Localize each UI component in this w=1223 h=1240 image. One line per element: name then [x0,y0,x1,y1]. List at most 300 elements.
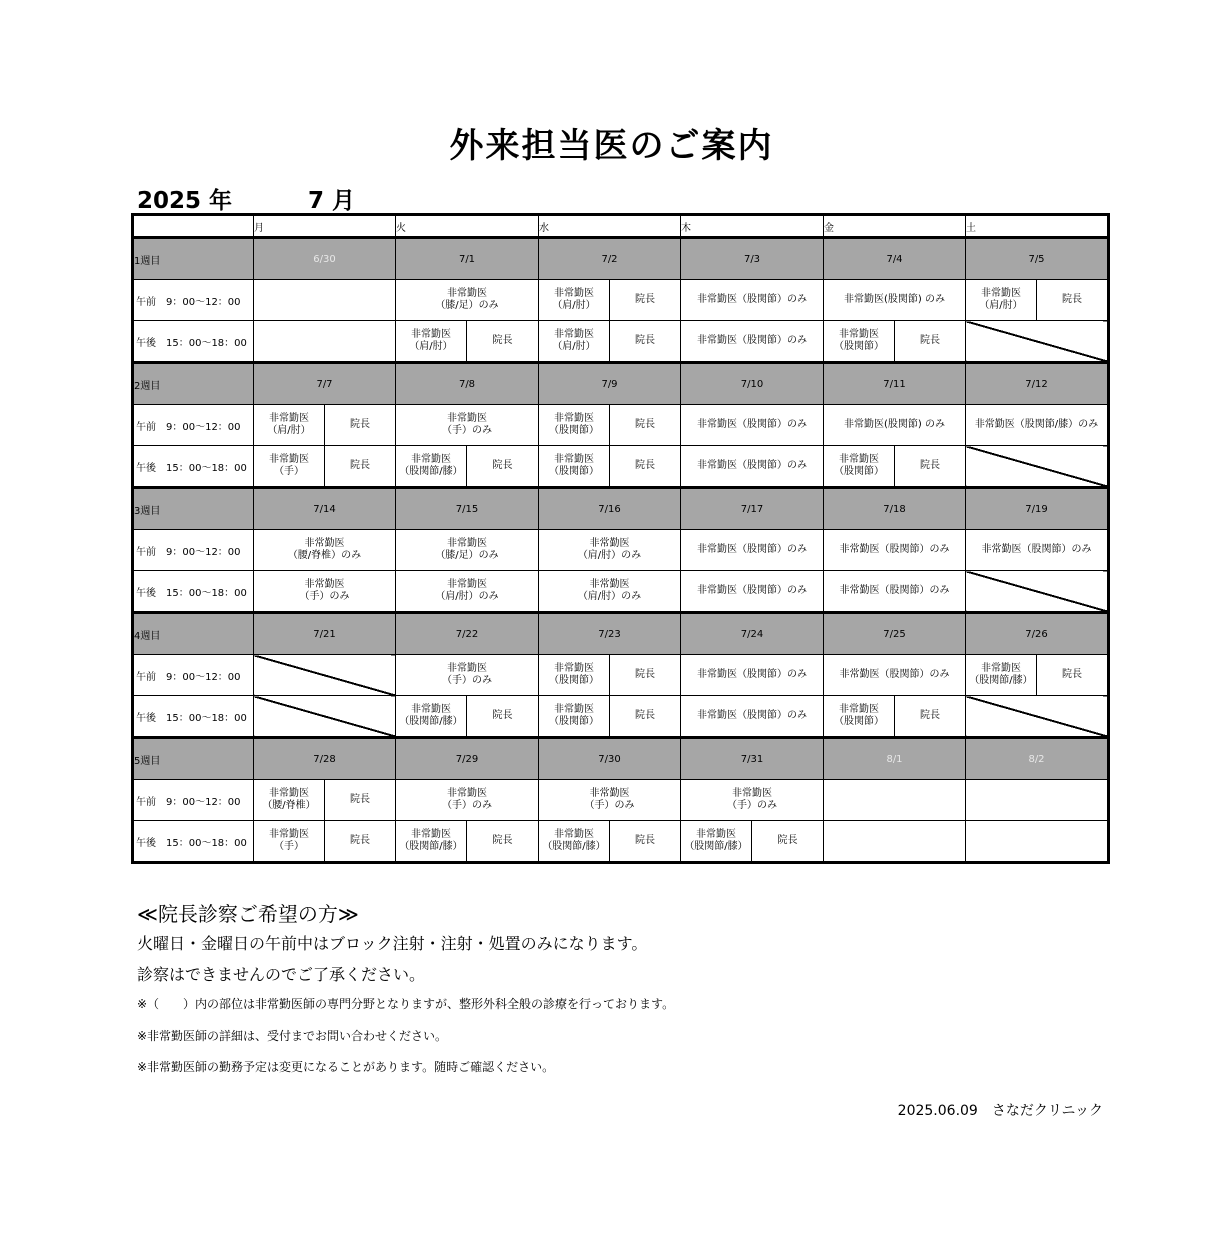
am-row [133,405,1109,446]
schedule-cell [681,321,824,363]
cell-line: （腰/脊椎） [262,800,316,811]
week-row [133,738,1109,780]
cell-line: 非常勤医 [554,829,594,840]
cell-line: 非常勤医（股関節）のみ [697,585,807,596]
cell-line: 非常勤医 [411,829,451,840]
closed-cell [966,571,1109,613]
schedule-cell [681,571,824,613]
week-row [133,613,1109,655]
cell-line: 非常勤医 [839,329,879,340]
date-cell: 7/7 [254,363,396,405]
cell-line: 非常勤医 [554,663,594,674]
cell-line: 非常勤医 [411,329,451,340]
cell-line: 非常勤医 [554,704,594,715]
cell-line: 非常勤医 [589,579,630,590]
cell-line: 非常勤医（股関節）のみ [697,669,807,680]
cell-text [254,413,324,437]
cell-line: 院長 [350,835,370,846]
cell-line: （股関節） [549,716,599,727]
pm-row [133,571,1109,613]
cell-line: （肩/肘）のみ [577,591,642,602]
cell-text [396,788,538,812]
cell-line: 非常勤医 [447,538,487,549]
cell-text [824,329,894,353]
cell-line: （股関節） [834,716,884,727]
cell-line: 非常勤医（股関節）のみ [839,544,950,555]
cell-line: （手）のみ [727,800,777,811]
date-cell: 7/14 [254,488,396,530]
date-cell: 7/12 [966,363,1109,405]
cell-line: 非常勤医（股関節）のみ [697,335,807,346]
notes-line4: ※非常勤医師の詳細は、受付までお問い合わせください。 [137,1029,448,1043]
schedule-cell [681,280,824,321]
cell-line: 非常勤医 [447,579,487,590]
cell-text [681,829,751,853]
cell-line: （腰/脊椎）のみ [287,550,362,561]
cell-text [254,538,395,562]
cell-text [254,829,324,853]
cell-text [681,419,823,431]
cell-text [325,794,395,806]
date-cell: 7/18 [824,488,966,530]
schedule-cell [396,321,467,363]
cell-line: （肩/肘） [552,341,596,352]
cell-line: 非常勤医 [839,704,879,715]
date-cell: 7/21 [254,613,396,655]
cell-line: 非常勤医 [589,538,630,549]
cell-line: 院長 [635,419,655,430]
cell-line: 院長 [635,294,655,305]
date-cell: 7/3 [681,238,824,280]
cell-line: 非常勤医 [732,788,772,799]
cell-line: （手）のみ [442,675,492,686]
schedule-cell [325,780,396,821]
time-label: 午前 9：00～12：00 [133,530,254,571]
week-label: 2週目 [133,363,254,405]
cell-text [254,579,395,603]
cell-line: 非常勤医（股関節）のみ [697,294,807,305]
cell-line: （股関節） [549,675,599,686]
schedule-cell [396,655,539,696]
cell-text [681,544,823,556]
schedule-cell [681,530,824,571]
date-cell: 7/4 [824,238,966,280]
schedule-cell [895,446,966,488]
schedule-cell [610,321,681,363]
schedule-cell [681,405,824,446]
schedule-cell [895,696,966,738]
cell-text [539,454,609,478]
schedule-cell [539,571,681,613]
date-cell: 7/9 [539,363,681,405]
cell-text [681,335,823,347]
notes-line3: ※（ ）内の部位は非常勤医師の専門分野となりますが、整形外科全般の診療を行っております。 [137,997,675,1011]
notes-line5: ※非常勤医師の勤務予定は変更になることがあります。随時ご確認ください。 [137,1060,555,1074]
date-cell: 7/8 [396,363,539,405]
time-label: 午後 15：00～18：00 [133,571,254,613]
schedule-cell [824,821,966,863]
footer-date-clinic: 2025.06.09 さなだクリニック [897,1103,1103,1119]
time-label: 午前 9：00～12：00 [133,280,254,321]
cell-text [610,294,680,306]
cell-text [396,579,538,603]
cell-text [895,710,965,722]
schedule-cell [966,780,1109,821]
schedule-cell [539,696,610,738]
am-row [133,780,1109,821]
cell-text [610,669,680,681]
schedule-cell [539,321,610,363]
schedule-cell [325,446,396,488]
cell-text [325,419,395,431]
cell-text [396,663,538,687]
week-label: 1週目 [133,238,254,280]
date-cell: 7/16 [539,488,681,530]
cell-line: 院長 [1062,294,1082,305]
cell-line: 非常勤医 [981,288,1021,299]
cell-text [539,788,680,812]
notes-line2: 診察はできませんのでご了承ください。 [137,965,426,984]
cell-text [539,288,609,312]
am-row [133,530,1109,571]
cell-line: 非常勤医（股関節）のみ [697,710,807,721]
cell-text [681,669,823,681]
cell-line: 非常勤医 [589,788,630,799]
date-cell: 7/28 [254,738,396,780]
cell-line: 非常勤医 [269,788,309,799]
cell-line: （股関節） [549,425,599,436]
schedule-cell [396,696,467,738]
cell-line: 非常勤医 [269,829,309,840]
cell-line: 院長 [350,794,370,805]
schedule-cell [467,446,539,488]
cell-line: 院長 [635,835,655,846]
schedule-cell [254,446,325,488]
cell-line: 院長 [635,335,655,346]
notes-heading: ≪院長診察ご希望の方≫ [137,902,359,926]
cell-text [396,704,466,728]
cell-text [539,663,609,687]
schedule-cell [681,446,824,488]
week-label: 5週目 [133,738,254,780]
month-label: 7 月 [308,188,356,214]
cell-line: 非常勤医 [839,454,879,465]
cell-line: 非常勤医 [447,788,487,799]
cell-text [681,585,823,597]
schedule-cell [539,280,610,321]
cell-line: （股関節/膝） [542,841,606,852]
cell-line: （股関節/膝） [399,716,463,727]
cell-line: 院長 [350,419,370,430]
cell-line: 非常勤医（股関節）のみ [697,460,807,471]
time-label: 午後 15：00～18：00 [133,446,254,488]
cell-line: 院長 [635,710,655,721]
schedule-cell [396,780,539,821]
schedule-cell [254,571,396,613]
schedule-cell [539,446,610,488]
schedule-cell [681,821,752,863]
date-cell: 7/5 [966,238,1109,280]
cell-line: 非常勤医（股関節）のみ [697,419,807,430]
cell-text [966,544,1107,556]
time-label: 午前 9：00～12：00 [133,655,254,696]
pm-row [133,321,1109,363]
schedule-cell [1037,655,1109,696]
cell-line: 非常勤医 [447,288,487,299]
schedule-cell [681,696,824,738]
cell-line: 非常勤医 [269,413,309,424]
cell-line: （肩/肘） [267,425,311,436]
cell-text [824,669,965,681]
cell-text [610,335,680,347]
schedule-table [131,213,1110,864]
cell-text [539,579,680,603]
schedule-cell [396,821,467,863]
schedule-cell [254,405,325,446]
cell-line: 非常勤医 [447,663,487,674]
cell-line: 非常勤医(股関節) のみ [844,419,945,430]
schedule-cell [610,821,681,863]
date-cell: 7/29 [396,738,539,780]
weekday-header: 火 [396,215,539,238]
date-cell: 7/17 [681,488,824,530]
date-cell: 8/1 [824,738,966,780]
closed-cell [254,696,396,738]
cell-line: 院長 [492,835,513,846]
cell-text [610,460,680,472]
cell-line: （股関節/膝） [399,841,463,852]
cell-text [895,460,965,472]
cell-line: （肩/肘） [552,300,596,311]
cell-line: 院長 [920,710,940,721]
schedule-cell [966,530,1109,571]
cell-text [752,835,823,847]
cell-line: 非常勤医（股関節）のみ [981,544,1092,555]
cell-line: 非常勤医 [554,413,594,424]
date-cell: 7/24 [681,613,824,655]
cell-line: 院長 [635,669,655,680]
schedule-cell [539,780,681,821]
weekday-header: 水 [539,215,681,238]
schedule-cell [895,321,966,363]
pm-row [133,696,1109,738]
schedule-cell [396,280,539,321]
schedule-cell [824,530,966,571]
closed-cell [254,655,396,696]
date-cell: 8/2 [966,738,1109,780]
cell-text [325,835,395,847]
cell-text [824,419,965,431]
schedule-cell [966,280,1037,321]
week-label: 3週目 [133,488,254,530]
time-label: 午前 9：00～12：00 [133,405,254,446]
closed-cell [966,321,1109,363]
date-cell: 7/2 [539,238,681,280]
cell-text [396,413,538,437]
schedule-cell [396,405,539,446]
schedule-cell [824,321,895,363]
schedule-cell [539,655,610,696]
pm-row [133,446,1109,488]
am-row [133,280,1109,321]
cell-line: （股関節） [834,466,884,477]
cell-text [254,454,324,478]
date-cell: 7/1 [396,238,539,280]
schedule-cell [610,280,681,321]
schedule-cell [467,696,539,738]
schedule-cell [610,655,681,696]
cell-line: （肩/肘）のみ [435,591,499,602]
cell-line: （手） [274,466,304,477]
cell-text [539,413,609,437]
cell-line: （股関節/膝） [684,841,748,852]
cell-line: （手） [274,841,304,852]
cell-text [824,294,965,306]
time-label: 午前 9：00～12：00 [133,780,254,821]
cell-line: （股関節） [834,341,884,352]
week-row [133,488,1109,530]
schedule-cell [467,321,539,363]
schedule-cell [396,446,467,488]
cell-line: 非常勤医 [981,663,1021,674]
closed-cell [966,446,1109,488]
cell-text [681,788,823,812]
schedule-cell [681,780,824,821]
weekday-header-row [133,215,1109,238]
cell-text [895,335,965,347]
cell-line: （手）のみ [584,800,635,811]
cell-text [824,704,894,728]
cell-text [1037,669,1107,681]
schedule-cell [254,530,396,571]
schedule-cell [752,821,824,863]
notes-line1: 火曜日・金曜日の午前中はブロック注射・注射・処置のみになります。 [137,934,648,953]
schedule-cell [824,780,966,821]
am-row [133,655,1109,696]
cell-line: 院長 [777,835,798,846]
weekday-header: 金 [824,215,966,238]
schedule-cell [254,821,325,863]
cell-line: （股関節/膝） [969,675,1033,686]
week-label: 4週目 [133,613,254,655]
schedule-cell [824,405,966,446]
date-cell: 7/26 [966,613,1109,655]
schedule-cell [824,655,966,696]
closed-cell [966,696,1109,738]
schedule-cell [254,280,396,321]
schedule-cell [610,405,681,446]
cell-line: 非常勤医 [411,704,451,715]
date-cell: 7/19 [966,488,1109,530]
cell-line: 院長 [492,460,513,471]
cell-text [966,288,1036,312]
schedule-cell [254,780,325,821]
schedule-cell [824,571,966,613]
cell-line: 院長 [920,460,940,471]
schedule-cell [966,405,1109,446]
cell-line: 非常勤医 [269,454,309,465]
cell-line: 非常勤医（股関節）のみ [839,669,950,680]
schedule-cell [325,821,396,863]
schedule-cell [254,321,396,363]
schedule-cell [610,446,681,488]
cell-text [824,585,965,597]
year-label: 2025 年 [137,188,233,214]
cell-text [467,710,538,722]
week-row [133,363,1109,405]
cell-text [396,538,538,562]
cell-text [539,829,609,853]
schedule-cell [539,405,610,446]
cell-line: 非常勤医（股関節/膝）のみ [974,419,1099,430]
cell-text [467,460,538,472]
cell-line: 院長 [920,335,940,346]
cell-text [824,454,894,478]
cell-text [681,710,823,722]
schedule-cell [467,821,539,863]
cell-text [396,329,466,353]
cell-text [396,288,538,312]
cell-line: 非常勤医 [304,579,345,590]
corner-cell [133,215,254,238]
date-cell: 7/22 [396,613,539,655]
date-cell: 7/30 [539,738,681,780]
cell-text [966,663,1036,687]
schedule-cell [681,655,824,696]
date-cell: 7/11 [824,363,966,405]
cell-line: 非常勤医 [304,538,345,549]
date-cell: 7/23 [539,613,681,655]
schedule-cell [824,446,895,488]
week-row [133,238,1109,280]
cell-text [610,710,680,722]
weekday-header: 土 [966,215,1109,238]
cell-line: （肩/肘）のみ [577,550,642,561]
cell-line: 院長 [492,335,513,346]
weekday-header: 木 [681,215,824,238]
cell-line: 非常勤医（股関節）のみ [697,544,807,555]
schedule-cell [966,821,1109,863]
page-title: 外来担当医のご案内 [449,126,774,166]
date-cell: 7/25 [824,613,966,655]
cell-line: （肩/肘） [979,300,1023,311]
cell-line: 非常勤医（股関節）のみ [839,585,950,596]
schedule-cell [610,696,681,738]
time-label: 午後 15：00～18：00 [133,696,254,738]
date-cell: 7/31 [681,738,824,780]
cell-text [467,835,538,847]
cell-text [539,704,609,728]
cell-text [1037,294,1107,306]
schedule-cell [396,530,539,571]
cell-line: （手）のみ [442,800,492,811]
cell-line: 非常勤医 [696,829,736,840]
cell-line: 院長 [492,710,513,721]
schedule-cell [966,655,1037,696]
cell-text [396,454,466,478]
cell-text [325,460,395,472]
cell-text [824,544,965,556]
cell-line: 非常勤医 [554,454,594,465]
date-cell: 7/10 [681,363,824,405]
cell-text [681,294,823,306]
cell-line: 非常勤医 [411,454,451,465]
cell-line: （膝/足）のみ [435,300,499,311]
date-cell: 6/30 [254,238,396,280]
cell-line: 非常勤医 [447,413,487,424]
date-cell: 7/15 [396,488,539,530]
cell-text [539,538,680,562]
